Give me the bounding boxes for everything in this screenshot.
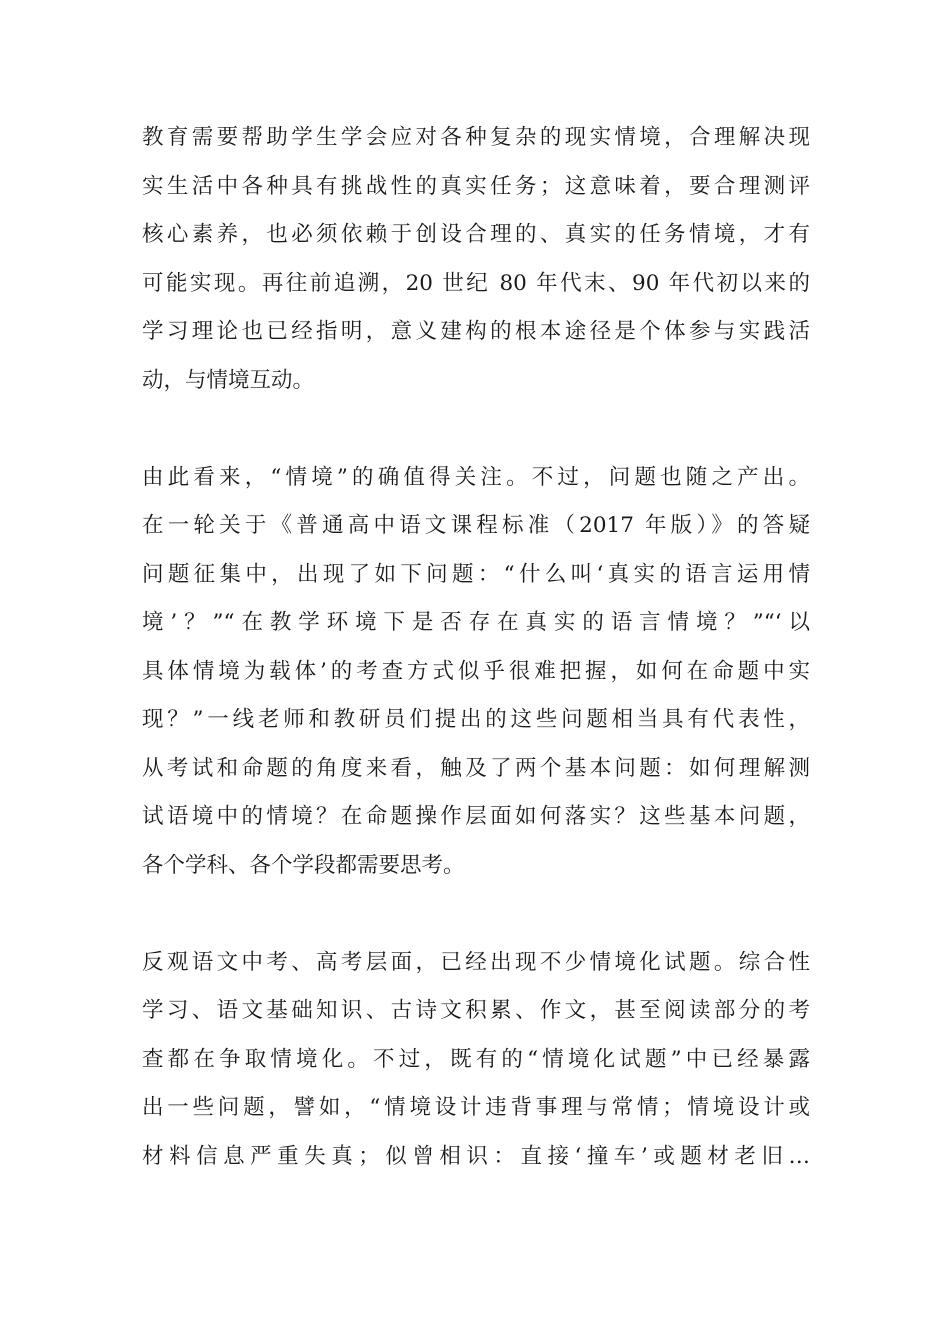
text-line: 动，与情境互动。 bbox=[142, 367, 315, 393]
text-line: 出一些问题，譬如，“情境设计违背事理与常情；情境设计或 bbox=[142, 1095, 810, 1120]
text-line: 反观语文中考、高考层面，已经出现不少情境化试题。综合性 bbox=[142, 949, 810, 975]
text-line: 实生活中各种具有挑战性的真实任务；这意味着，要合理测评 bbox=[142, 173, 810, 199]
paragraph-2 bbox=[142, 454, 810, 891]
text-line: 从考试和命题的角度来看，触及了两个基本问题：如何理解测 bbox=[142, 755, 810, 781]
text-line: 问题征集中，出现了如下问题：“什么叫‘真实的语言运用情 bbox=[142, 561, 810, 587]
text-line: 具体情境为载体’的考查方式似乎很难把握，如何在命题中实 bbox=[142, 658, 810, 684]
text-line: 现？”一线老师和教研员们提出的这些问题相当具有代表性， bbox=[142, 707, 810, 732]
paragraph-1 bbox=[142, 114, 810, 405]
text-line: 可能实现。再往前追溯，20 世纪 80 年代末、90 年代初以来的 bbox=[142, 270, 810, 296]
text-line: 试语境中的情境？在命题操作层面如何落实？这些基本问题， bbox=[142, 804, 810, 829]
text-line: 境’？”“在教学环境下是否存在真实的语言情境？”“‘以 bbox=[142, 610, 810, 635]
text-line: 学习理论也已经指明，意义建构的根本途径是个体参与实践活 bbox=[142, 319, 810, 344]
paragraph-3 bbox=[142, 939, 810, 1182]
text-line: 教育需要帮助学生学会应对各种复杂的现实情境，合理解决现 bbox=[142, 125, 810, 150]
paragraph-spacer bbox=[142, 890, 810, 939]
text-line: 材料信息严重失真；似曾相识：直接‘撞车’或题材老旧… bbox=[142, 1143, 810, 1169]
document-body bbox=[142, 114, 810, 1181]
text-line: 各个学科、各个学段都需要思考。 bbox=[142, 852, 465, 878]
text-line: 查都在争取情境化。不过，既有的“情境化试题”中已经暴露 bbox=[142, 1046, 810, 1072]
text-line: 核心素养，也必须依赖于创设合理的、真实的任务情境，才有 bbox=[142, 222, 810, 247]
paragraph-spacer bbox=[142, 405, 810, 454]
text-line: 在一轮关于《普通高中语文课程标准（2017 年版）》的答疑 bbox=[142, 513, 810, 538]
text-line: 由此看来，“情境”的确值得关注。不过，问题也随之产出。 bbox=[142, 464, 810, 490]
text-line: 学习、语文基础知识、古诗文积累、作文，甚至阅读部分的考 bbox=[142, 998, 810, 1023]
